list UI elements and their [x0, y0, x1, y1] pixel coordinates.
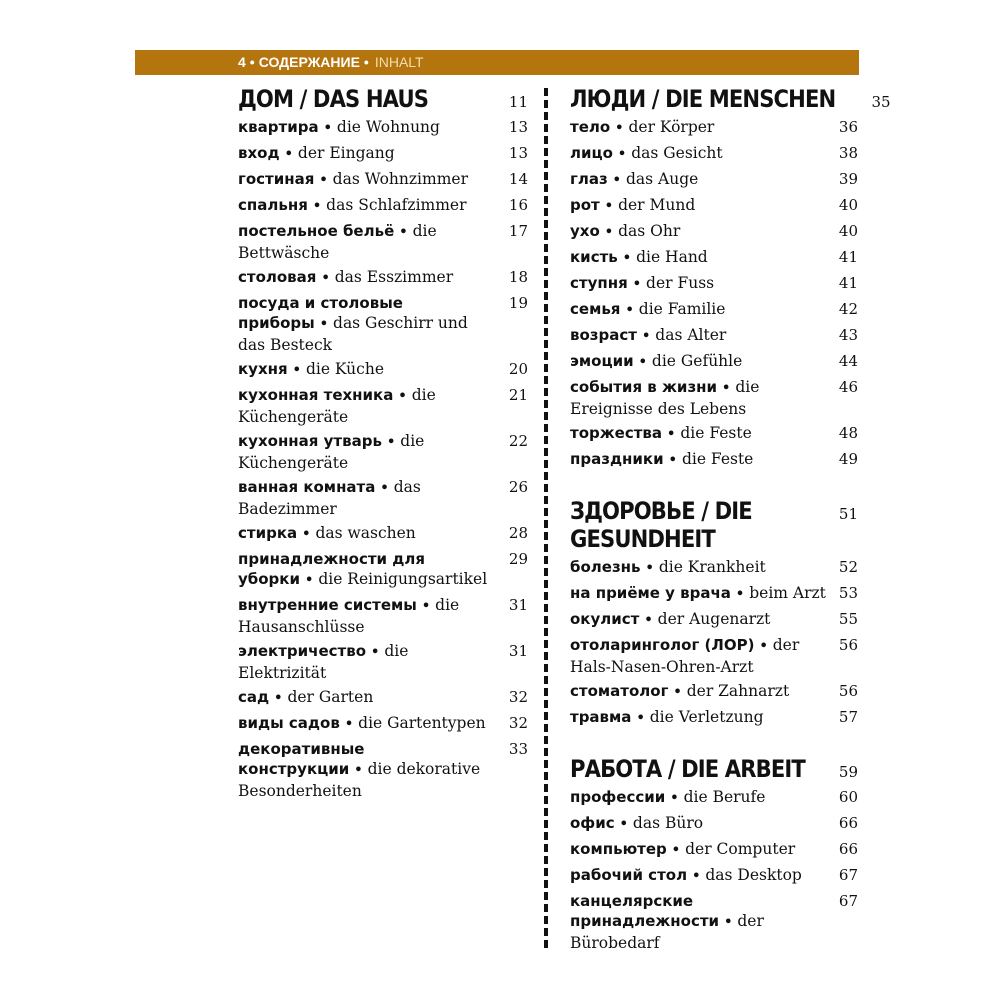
entry-russian: компьютер — [570, 840, 667, 858]
toc-entry[interactable] — [570, 247, 858, 269]
entry-german: die Elektrizität — [238, 642, 409, 682]
right-column — [570, 85, 891, 953]
bullet-icon: • — [354, 763, 363, 778]
bullet-icon: • — [319, 173, 328, 188]
entry-text — [238, 549, 509, 591]
bullet-icon: • — [399, 225, 408, 240]
entry-german: der Zahnarzt — [686, 682, 790, 700]
toc-entry[interactable] — [570, 423, 858, 445]
bullet-icon: • — [636, 711, 645, 726]
bullet-icon: • — [323, 121, 332, 136]
toc-entry[interactable] — [570, 583, 858, 605]
entry-page-number: 40 — [838, 222, 858, 240]
bullet-icon: • — [625, 303, 634, 318]
entry-german: die dekorative Besonderheiten — [238, 760, 481, 800]
entry-page-number: 32 — [508, 714, 528, 732]
toc-entry[interactable] — [570, 557, 858, 579]
header-page-number: 4 — [238, 54, 246, 70]
toc-entry[interactable] — [570, 635, 858, 677]
bullet-icon: • — [386, 435, 396, 450]
entry-page-number: 18 — [508, 268, 528, 286]
entry-page-number: 28 — [508, 524, 528, 542]
entry-text — [238, 713, 509, 735]
entry-russian: принадлежности для уборки — [238, 550, 426, 588]
entry-german: das Schlafzimmer — [326, 196, 467, 214]
toc-entry[interactable] — [238, 713, 528, 735]
entry-page-number: 38 — [838, 144, 858, 162]
bullet-icon: • — [319, 317, 329, 332]
entry-text — [238, 641, 509, 683]
section-page-number: 35 — [871, 93, 891, 111]
section-heading — [570, 85, 891, 113]
entry-text — [238, 523, 509, 545]
entry-german: beim Arzt — [749, 584, 826, 602]
entry-german: die Feste — [680, 424, 752, 442]
entry-russian: вход — [238, 144, 280, 162]
entry-german: die Familie — [638, 300, 726, 318]
section-title: ЗДОРОВЬЕ / DIE GESUNDHEIT — [570, 497, 752, 553]
section-heading — [570, 755, 858, 783]
bullet-icon: • — [305, 573, 314, 588]
entry-german: die Küchengeräte — [238, 432, 425, 472]
column-divider — [544, 88, 548, 948]
toc-entry[interactable] — [570, 221, 858, 243]
entry-text — [238, 293, 509, 355]
section-page-number: 59 — [838, 763, 858, 781]
toc-entry[interactable] — [570, 195, 858, 217]
entry-page-number: 55 — [838, 610, 858, 628]
bullet-icon: • — [632, 277, 642, 292]
toc-entry[interactable] — [570, 681, 858, 703]
entry-german: das Esszimmer — [334, 268, 454, 286]
bullet-icon: • — [735, 587, 745, 602]
entry-german: das Badezimmer — [238, 478, 421, 518]
toc-entry[interactable] — [570, 839, 858, 861]
entry-text — [570, 351, 839, 373]
entry-page-number: 40 — [838, 196, 858, 214]
toc-entry[interactable] — [570, 273, 858, 295]
entry-page-number: 43 — [838, 326, 858, 344]
entry-german: die Reinigungsartikel — [318, 570, 488, 588]
entry-german: das Auge — [625, 170, 699, 188]
bullet-icon: • — [274, 691, 283, 706]
toc-entry[interactable] — [570, 377, 858, 419]
entry-german: der Hals-Nasen-Ohren-Arzt — [570, 636, 800, 676]
entry-page-number: 16 — [508, 196, 528, 214]
entry-text — [238, 477, 509, 519]
bullet-icon: • — [641, 329, 651, 344]
entry-german: das Desktop — [705, 866, 802, 884]
entry-page-number: 39 — [838, 170, 858, 188]
entry-russian: канцелярские принадлежности — [570, 892, 720, 930]
bullet-icon: • — [284, 147, 293, 162]
entry-russian: рабочий стол — [570, 866, 688, 884]
bullet-icon: • — [421, 599, 431, 614]
entry-german: der Fuss — [646, 274, 715, 292]
toc-entry[interactable] — [238, 641, 528, 683]
toc-entry[interactable] — [570, 787, 858, 809]
entry-text — [238, 739, 509, 801]
entry-page-number: 14 — [508, 170, 528, 188]
entry-russian: торжества — [570, 424, 663, 442]
entry-russian: праздники — [570, 450, 664, 468]
header-title-ru: СОДЕРЖАНИЕ — [258, 54, 360, 70]
header-separator-2: • — [363, 54, 369, 70]
entry-text — [570, 325, 839, 347]
entry-russian: посуда и столовые приборы — [238, 294, 403, 332]
toc-entry[interactable] — [570, 449, 858, 471]
bullet-icon: • — [615, 121, 624, 136]
entry-page-number: 53 — [838, 584, 858, 602]
entry-page-number: 56 — [838, 636, 858, 654]
entry-text — [570, 839, 839, 861]
section-title: ДОМ / DAS HAUS — [238, 85, 429, 113]
entry-page-number: 42 — [838, 300, 858, 318]
bullet-icon: • — [321, 271, 330, 286]
entry-german: das Wohnzimmer — [332, 170, 468, 188]
bullet-icon: • — [612, 173, 621, 188]
entry-page-number: 44 — [838, 352, 858, 370]
entry-page-number: 36 — [838, 118, 858, 136]
bullet-icon: • — [645, 561, 654, 576]
bullet-icon: • — [622, 251, 632, 266]
entry-page-number: 33 — [508, 740, 528, 758]
toc-entry[interactable] — [570, 891, 858, 953]
entry-german: der Mund — [618, 196, 696, 214]
bullet-icon: • — [619, 817, 628, 832]
entry-text — [570, 787, 839, 809]
toc-entry[interactable] — [238, 523, 528, 545]
entry-russian: ступня — [570, 274, 628, 292]
bullet-icon: • — [671, 843, 681, 858]
toc-entry[interactable] — [238, 293, 528, 355]
entry-russian: виды садов — [238, 714, 340, 732]
entry-russian: внутренние системы — [238, 596, 417, 614]
toc-entry[interactable] — [570, 325, 858, 347]
entry-russian: тело — [570, 118, 611, 136]
entry-page-number: 13 — [508, 144, 528, 162]
entry-german: die Wohnung — [336, 118, 440, 136]
entry-text — [570, 813, 839, 835]
entry-russian: сад — [238, 688, 270, 706]
entry-page-number: 31 — [508, 642, 528, 660]
bullet-icon: • — [759, 639, 768, 654]
entry-russian: болезнь — [570, 558, 641, 576]
bullet-icon: • — [638, 355, 647, 370]
toc-entry[interactable] — [238, 385, 528, 427]
entry-page-number: 21 — [508, 386, 528, 404]
entry-page-number: 48 — [838, 424, 858, 442]
entry-german: der Garten — [287, 688, 374, 706]
entry-russian: лицо — [570, 144, 613, 162]
entry-page-number: 13 — [508, 118, 528, 136]
toc-entry[interactable] — [570, 707, 858, 729]
entry-german: das Geschirr und das Besteck — [238, 314, 468, 354]
entry-page-number: 32 — [508, 688, 528, 706]
entry-text — [238, 687, 509, 709]
entry-text — [570, 299, 839, 321]
section-heading — [570, 497, 858, 553]
bullet-icon: • — [670, 791, 679, 806]
entry-russian: возраст — [570, 326, 637, 344]
entry-german: die Verletzung — [649, 708, 764, 726]
entry-german: das Büro — [632, 814, 704, 832]
entry-text — [570, 449, 839, 471]
toc-entry[interactable] — [570, 299, 858, 321]
entry-russian: ухо — [570, 222, 600, 240]
entry-german: die Gartentypen — [358, 714, 486, 732]
entry-german: das waschen — [315, 524, 416, 542]
entry-page-number: 46 — [838, 378, 858, 396]
entry-russian: отоларинголог (ЛОР) — [570, 636, 755, 654]
entry-text — [570, 247, 839, 269]
entry-text — [570, 169, 839, 191]
entry-page-number: 66 — [838, 840, 858, 858]
entry-text — [570, 707, 839, 729]
entry-page-number: 41 — [838, 274, 858, 292]
toc-entry[interactable] — [570, 143, 858, 165]
toc-entry[interactable] — [238, 739, 528, 801]
entry-text — [238, 221, 509, 263]
entry-german: die Ereignisse des Lebens — [570, 378, 760, 418]
toc-entry[interactable] — [238, 687, 528, 709]
entry-german: das Alter — [655, 326, 727, 344]
section-gap — [570, 729, 858, 755]
entry-russian: столовая — [238, 268, 317, 286]
entry-russian: на приёме у врача — [570, 584, 731, 602]
entry-page-number: 49 — [838, 450, 858, 468]
entry-text — [570, 423, 839, 445]
entry-russian: квартира — [238, 118, 319, 136]
entry-russian: события в жизни — [570, 378, 718, 396]
entry-russian: рот — [570, 196, 600, 214]
entry-text — [570, 609, 839, 631]
entry-german: der Computer — [685, 840, 796, 858]
entry-text — [570, 891, 839, 953]
section-title: РАБОТА / DIE ARBEIT — [570, 755, 805, 783]
entry-russian: спальня — [238, 196, 308, 214]
section-page-number: 51 — [838, 505, 858, 523]
toc-entry[interactable] — [570, 117, 858, 139]
entry-text — [238, 143, 509, 165]
toc-entry[interactable] — [570, 813, 858, 835]
entry-russian: электричество — [238, 642, 367, 660]
entry-page-number: 19 — [508, 294, 528, 312]
entry-german: die Küche — [305, 360, 384, 378]
entry-german: die Krankheit — [658, 558, 766, 576]
entry-russian: офис — [570, 814, 615, 832]
entry-german: die Hausanschlüsse — [238, 596, 460, 636]
entry-text — [570, 143, 839, 165]
toc-entry[interactable] — [238, 195, 528, 217]
header-title-de: INHALT — [374, 54, 424, 70]
bullet-icon: • — [617, 147, 627, 162]
entry-text — [570, 557, 839, 579]
toc-entry[interactable] — [238, 267, 528, 289]
entry-text — [570, 221, 839, 243]
bullet-icon: • — [724, 915, 733, 930]
entry-page-number: 52 — [838, 558, 858, 576]
toc-entry[interactable] — [238, 143, 528, 165]
section-gap — [570, 471, 858, 497]
toc-entry[interactable] — [238, 595, 528, 637]
entry-german: die Feste — [681, 450, 754, 468]
bullet-icon: • — [292, 363, 301, 378]
bullet-icon: • — [668, 453, 677, 468]
entry-page-number: 56 — [838, 682, 858, 700]
entry-page-number: 26 — [508, 478, 528, 496]
entry-page-number: 66 — [838, 814, 858, 832]
entry-text — [238, 359, 509, 381]
entry-russian: травма — [570, 708, 632, 726]
entry-text — [570, 377, 839, 419]
entry-page-number: 60 — [838, 788, 858, 806]
entry-text — [570, 117, 839, 139]
entry-page-number: 22 — [508, 432, 528, 450]
entry-russian: гостиная — [238, 170, 315, 188]
section-page-number: 11 — [508, 93, 528, 111]
bullet-icon: • — [380, 481, 389, 496]
entry-russian: семья — [570, 300, 621, 318]
entry-german: der Bürobedarf — [570, 912, 764, 952]
entry-russian: стирка — [238, 524, 298, 542]
entry-german: die Bettwäsche — [238, 222, 437, 262]
bullet-icon: • — [692, 869, 701, 884]
bullet-icon: • — [344, 717, 354, 732]
entry-german: der Eingang — [297, 144, 395, 162]
entry-page-number: 41 — [838, 248, 858, 266]
bullet-icon: • — [371, 645, 380, 660]
entry-german: die Küchengeräte — [238, 386, 436, 426]
entry-german: der Körper — [628, 118, 715, 136]
entry-page-number: 17 — [508, 222, 528, 240]
entry-russian: декоративные конструкции — [238, 740, 365, 778]
bullet-icon: • — [722, 381, 731, 396]
toc-entry[interactable] — [238, 169, 528, 191]
entry-russian: профессии — [570, 788, 666, 806]
entry-text — [238, 195, 509, 217]
entry-text — [238, 385, 509, 427]
bullet-icon: • — [312, 199, 322, 214]
entry-german: die Hand — [636, 248, 708, 266]
bullet-icon: • — [673, 685, 682, 700]
entry-russian: стоматолог — [570, 682, 669, 700]
entry-page-number: 67 — [838, 892, 858, 910]
toc-entry[interactable] — [238, 359, 528, 381]
entry-text — [238, 169, 509, 191]
entry-german: die Gefühle — [651, 352, 743, 370]
entry-german: der Augenarzt — [657, 610, 771, 628]
entry-russian: глаз — [570, 170, 608, 188]
entry-german: die Berufe — [683, 788, 766, 806]
entry-text — [570, 681, 839, 703]
toc-entry[interactable] — [570, 865, 858, 887]
bullet-icon: • — [644, 613, 653, 628]
left-column — [238, 85, 528, 801]
entry-russian: ванная комната — [238, 478, 376, 496]
toc-entry[interactable] — [570, 351, 858, 373]
entry-page-number: 31 — [508, 596, 528, 614]
entry-russian: кухонная утварь — [238, 432, 382, 450]
toc-entry[interactable] — [238, 431, 528, 473]
entry-german: das Gesicht — [631, 144, 723, 162]
entry-page-number: 29 — [508, 550, 528, 568]
entry-russian: кухонная техника — [238, 386, 394, 404]
toc-entry[interactable] — [238, 549, 528, 591]
section-heading — [238, 85, 528, 113]
toc-entry[interactable] — [570, 169, 858, 191]
entry-text — [238, 431, 509, 473]
entry-russian: эмоции — [570, 352, 634, 370]
bullet-icon: • — [667, 427, 676, 442]
entry-text — [570, 865, 839, 887]
bullet-icon: • — [604, 199, 614, 214]
toc-entry[interactable] — [238, 477, 528, 519]
section-title: ЛЮДИ / DIE MENSCHEN — [570, 85, 836, 113]
header-bar — [135, 50, 859, 75]
entry-russian: кухня — [238, 360, 288, 378]
entry-text — [238, 595, 509, 637]
entry-text — [570, 273, 839, 295]
toc-entry[interactable] — [238, 221, 528, 263]
entry-text — [570, 583, 839, 605]
bullet-icon: • — [604, 225, 614, 240]
entry-text — [570, 635, 839, 677]
entry-page-number: 67 — [838, 866, 858, 884]
entry-page-number: 20 — [508, 360, 528, 378]
entry-russian: кисть — [570, 248, 618, 266]
bullet-icon: • — [302, 527, 311, 542]
entry-text — [238, 117, 509, 139]
entry-german: das Ohr — [618, 222, 681, 240]
entry-page-number: 57 — [838, 708, 858, 726]
entry-text — [238, 267, 509, 289]
entry-russian: постельное бельё — [238, 222, 395, 240]
toc-entry[interactable] — [238, 117, 528, 139]
toc-entry[interactable] — [570, 609, 858, 631]
entry-russian: окулист — [570, 610, 640, 628]
bullet-icon: • — [398, 389, 407, 404]
header-separator: • — [249, 54, 255, 70]
entry-text — [570, 195, 839, 217]
